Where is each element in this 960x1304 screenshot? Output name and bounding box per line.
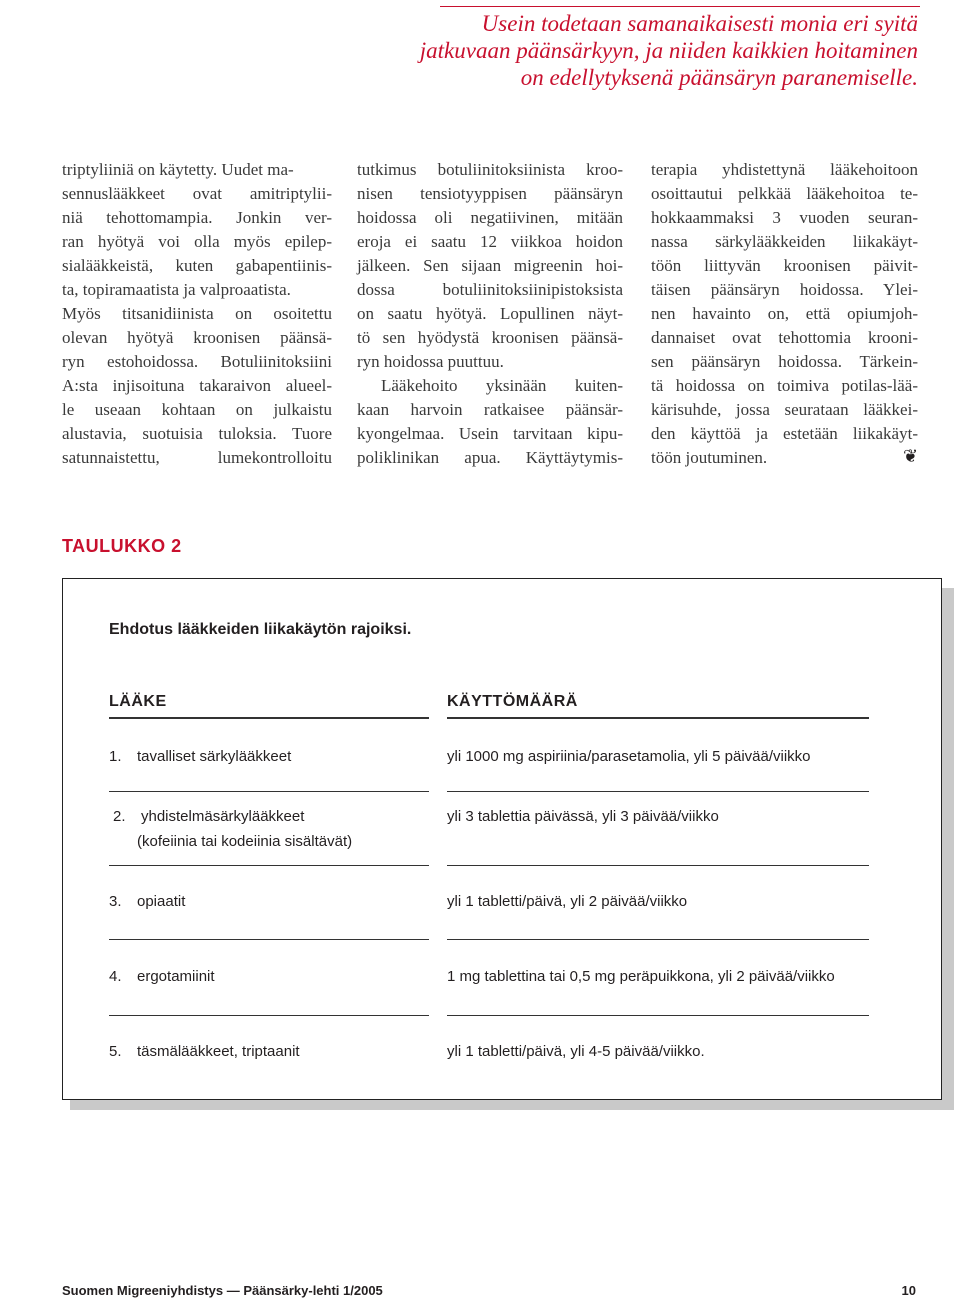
table-caption: Ehdotus lääkkeiden liikakäytön rajoiksi. (109, 621, 412, 638)
body-line: alustavia, suotuisia tuloksia. Tuore (62, 424, 332, 443)
body-line: hokkaammaksi 3 vuoden seuran- (651, 208, 918, 227)
body-line: sen päänsäryn hoidossa. Tärkein- (651, 352, 918, 371)
body-line: töön liittyvän kroonisen päivit- (651, 256, 918, 275)
body-line: on saatu hyötyä. Lopullinen näyt- (357, 304, 623, 323)
body-line: nisen tensiotyyppisen päänsäryn (357, 184, 623, 203)
body-line: eroja ei saatu 12 viikkoa hoidon (357, 232, 623, 251)
table-row-3-amount: yli 1 tabletti/päivä, yli 2 päivää/viikko (447, 893, 688, 910)
row-number: 1. (109, 748, 122, 765)
body-line: tä hoidossa on toimiva potilas-lää- (651, 376, 918, 395)
body-line: Lääkehoito yksinään kuiten- (381, 376, 623, 395)
body-line: triptyliiniä on käytetty. Uudet ma- (62, 160, 294, 179)
row-rule (109, 791, 429, 792)
drug-name: yhdistelmäsärkylääkkeet (141, 808, 305, 825)
body-line: dossa botuliinitoksiinipistoksista (357, 280, 623, 299)
body-line: nen havainto on, että opiumjoh- (651, 304, 918, 323)
row-rule (447, 1015, 869, 1016)
body-line: poliklinikan apua. Käyttäytymis- (357, 448, 623, 467)
body-line: ran hyötyä voi olla myös epilep- (62, 232, 332, 251)
table-row-4-drug (109, 964, 215, 989)
row-number: 3. (109, 893, 122, 910)
body-line: tutkimus botuliinitoksiinista kroo- (357, 160, 623, 179)
page-footer (62, 1283, 916, 1298)
body-line: satunnaistettu, lumekontrolloitu (62, 448, 332, 467)
pull-quote-line: on edellytyksenä päänsäryn paranemiselle. (520, 65, 918, 90)
table-row-5-drug (109, 1039, 300, 1064)
row-rule (447, 791, 869, 792)
header-rule (109, 717, 429, 719)
drug-name: täsmälääkkeet, triptaanit (137, 1043, 300, 1060)
body-line: täisen päänsäryn hoidossa. Ylei- (651, 280, 918, 299)
column-header-drug: LÄÄKE (109, 693, 167, 710)
table-row-5-amount: yli 1 tabletti/päivä, yli 4-5 päivää/viikko. (447, 1043, 705, 1060)
drug-limits-table (62, 578, 942, 1100)
row-rule (447, 939, 869, 940)
table-heading: TAULUKKO 2 (62, 536, 182, 556)
body-line: töön joutuminen. (651, 448, 768, 467)
body-line: nassa särkylääkkeiden liikakäyt- (651, 232, 918, 251)
drug-name: opiaatit (137, 893, 186, 910)
row-number: 4. (109, 968, 122, 985)
body-line: kaan harvoin ratkaisee päänsär- (357, 400, 623, 419)
footer-publication: Suomen Migreeniyhdistys — Päänsärky-lehti 1/2005 (62, 1283, 383, 1298)
body-line: tö sen hyödystä kroonisen päänsä- (357, 328, 623, 347)
page-number: 10 (901, 1283, 916, 1298)
body-line: jälkeen. Sen sijaan migreenin hoi- (357, 256, 623, 275)
body-line: dannaiset ovat tehottomia krooni- (651, 328, 918, 347)
body-line: ryn hoidossa puuttuu. (357, 352, 504, 371)
column-header-amount: KÄYTTÖMÄÄRÄ (447, 693, 578, 710)
end-mark-icon: ❦ (903, 446, 919, 466)
body-line: kärisuhde, jossa seurataan lääkkei- (651, 400, 918, 419)
body-column-3 (651, 158, 918, 470)
body-line: sialääkkeistä, kuten gabapentiinis- (62, 256, 332, 275)
drug-note: (kofeiinia tai kodeiinia sisältävät) (137, 833, 353, 850)
body-line: hoidossa oli negatiivinen, mitään (357, 208, 623, 227)
table-row-3-drug (109, 889, 185, 914)
body-line: olevan hyötyä kroonisen päänsä- (62, 328, 332, 347)
body-line: sennuslääkkeet ovat amitriptylii- (62, 184, 332, 203)
pull-quote (398, 10, 918, 91)
body-line: terapia yhdistettynä lääkehoitoon (651, 160, 918, 179)
row-rule (109, 939, 429, 940)
pull-quote-line: Usein todetaan samanaikaisesti monia eri syitä (481, 11, 918, 36)
body-line: ta, topiramaatista ja valproaatista. (62, 280, 291, 299)
row-number: 2. (113, 808, 126, 825)
body-line: ryn estohoidossa. Botuliinitoksiini (62, 352, 332, 371)
pull-quote-line: jatkuvaan päänsärkyyn, ja niiden kaikkien hoitaminen (419, 38, 918, 63)
body-column-2 (357, 158, 623, 470)
top-rule (440, 6, 920, 7)
row-rule (447, 865, 869, 866)
body-column-1 (62, 158, 332, 470)
drug-name: tavalliset särkylääkkeet (137, 748, 292, 765)
body-line: kyongelmaa. Usein tarvitaan kipu- (357, 424, 623, 443)
table-row-1-drug (109, 744, 291, 769)
body-line: niä tehottomampia. Jonkin ver- (62, 208, 332, 227)
body-line: Myös titsanidiinista on osoitettu (62, 304, 332, 323)
table-row-2-amount: yli 3 tablettia päivässä, yli 3 päivää/viikko (447, 808, 719, 825)
table-row-1-amount: yli 1000 mg aspiriinia/parasetamolia, yli 5 päivää/viikko (447, 748, 811, 765)
body-line: osoittautui pelkkää lääkehoitoa te- (651, 184, 918, 203)
row-number: 5. (109, 1043, 122, 1060)
body-line: den käyttöä ja estetään liikakäyt- (651, 424, 918, 443)
table-row-2-drug (113, 804, 352, 854)
table-row-4-amount: 1 mg tablettina tai 0,5 mg peräpuikkona, yli 2 päivää/viikko (447, 968, 835, 985)
row-rule (109, 1015, 429, 1016)
header-rule (447, 717, 869, 719)
body-line: A:sta injisoituna takaraivon alueel- (62, 376, 332, 395)
body-line: le useaan kohtaan on julkaistu (62, 400, 332, 419)
row-rule (109, 865, 429, 866)
drug-name: ergotamiinit (137, 968, 215, 985)
